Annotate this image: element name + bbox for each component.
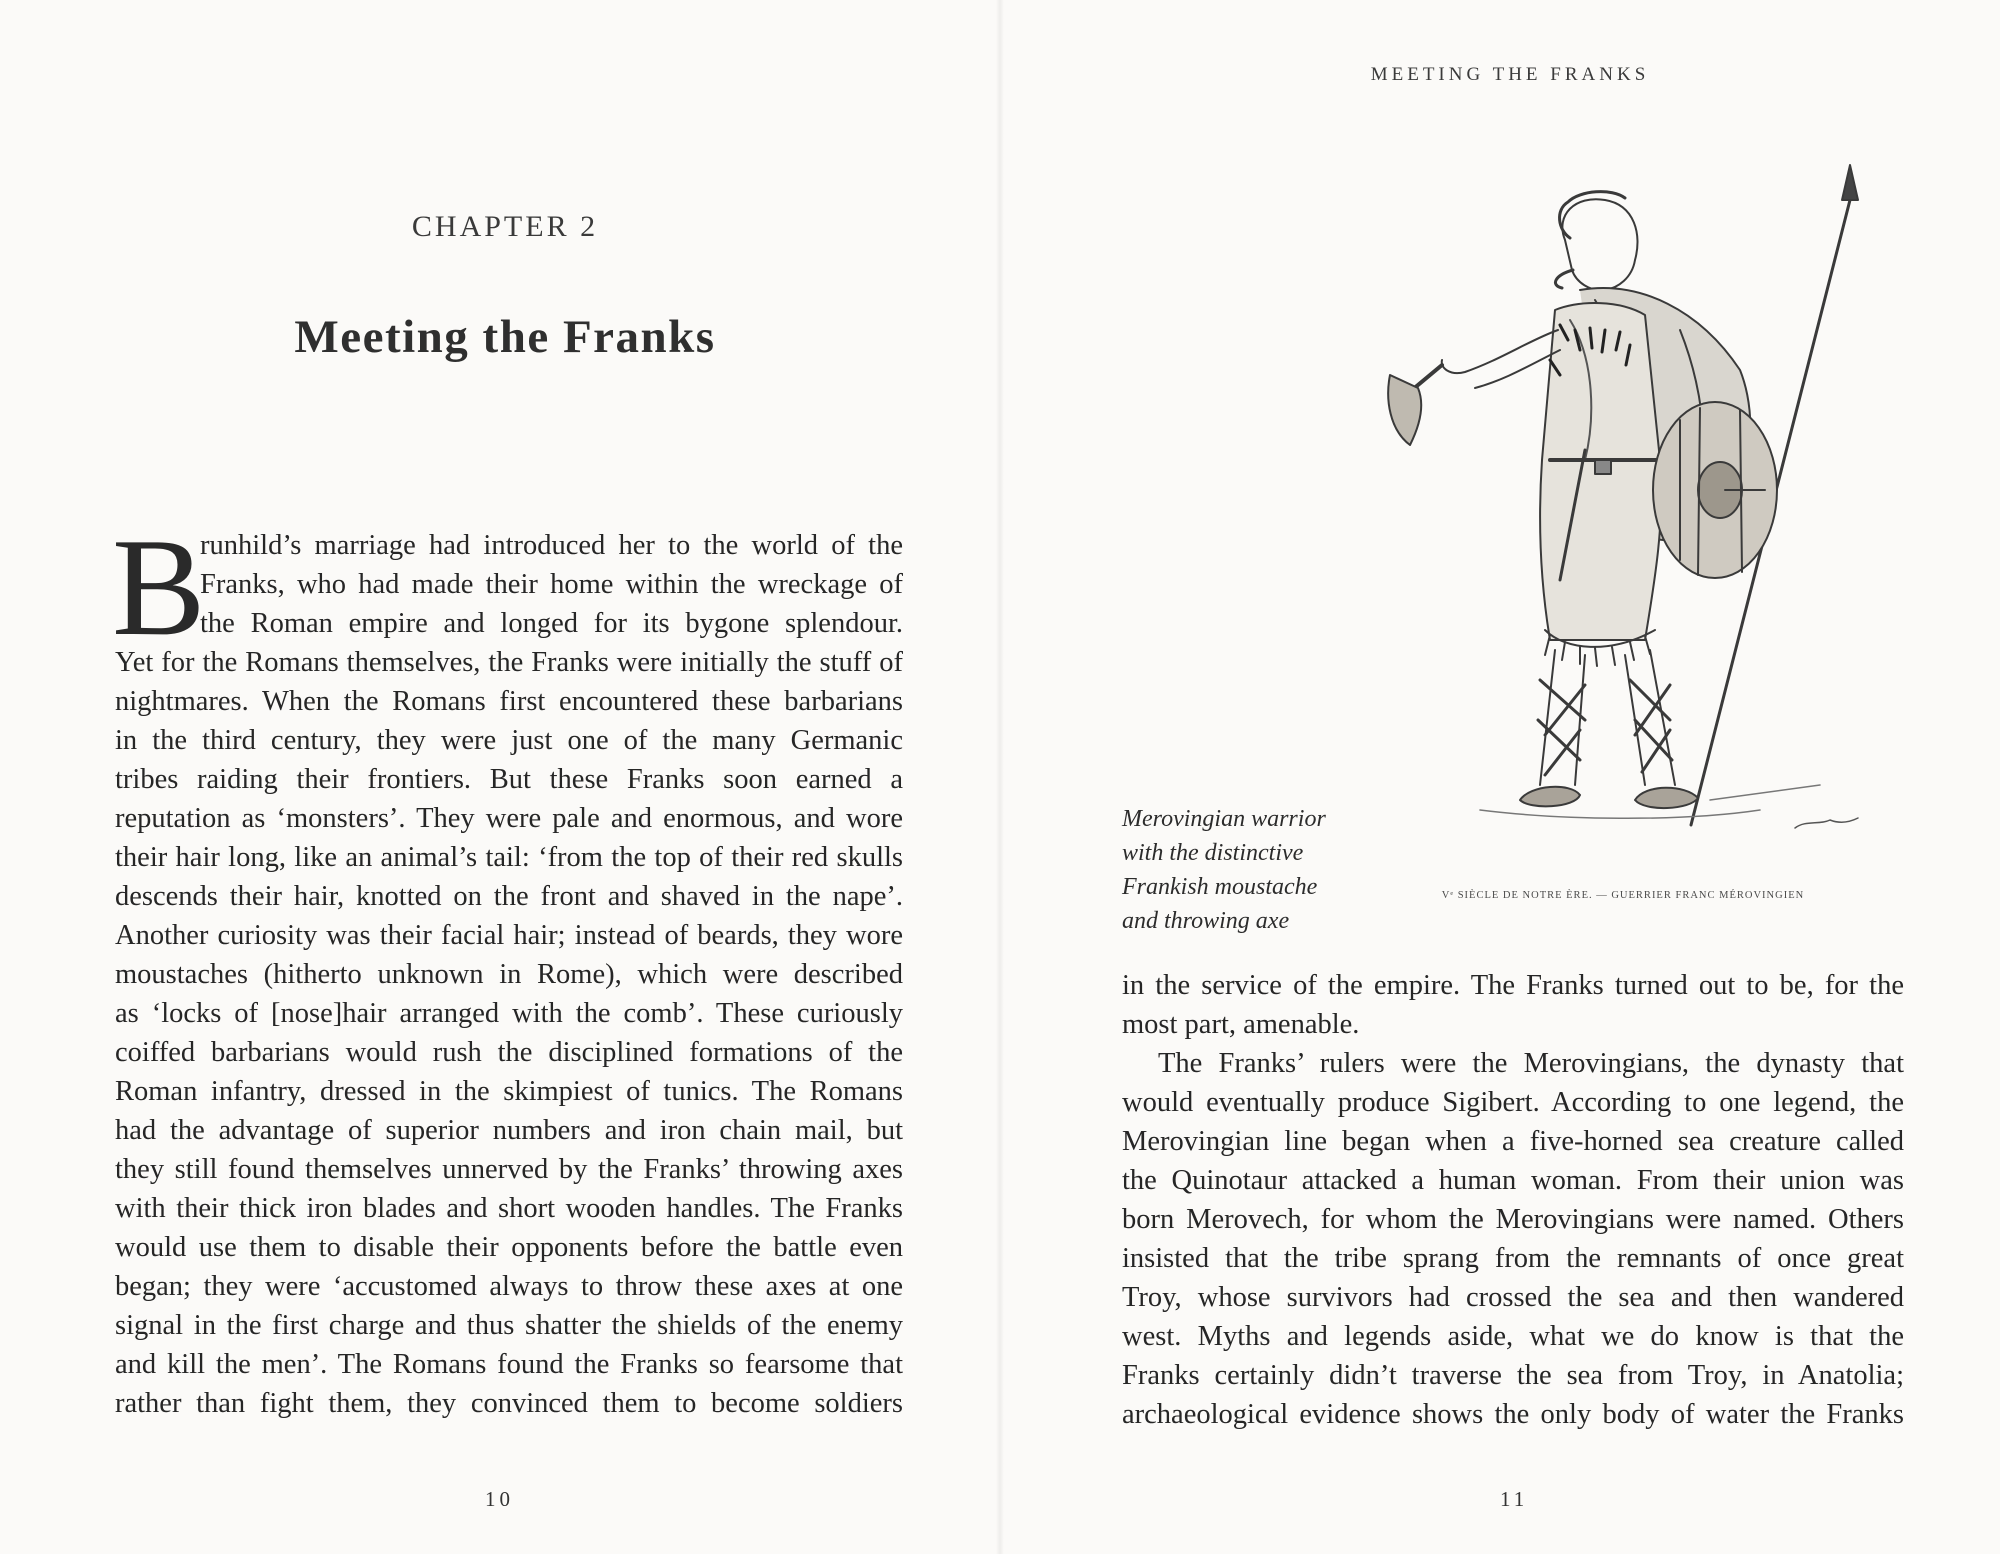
left-body-line: reputation as ‘monsters’. They were pale and enormous, and wore	[115, 803, 903, 834]
drop-cap: B	[112, 510, 206, 665]
figure-caption-line: Frankish moustache	[1122, 874, 1318, 900]
running-head: MEETING THE FRANKS	[1370, 64, 1650, 85]
warrior-drawing	[1380, 160, 1860, 860]
left-body-line: coiffed barbarians would rush the disciplined formations of the	[115, 1037, 903, 1068]
figure-caption	[1122, 802, 1326, 938]
left-body-line: as ‘locks of [nose]hair arranged with the comb’. These curiously	[115, 998, 903, 1029]
left-body-line: would use them to disable their opponents before the battle even	[115, 1232, 903, 1263]
plate-caption: Vᵉ SIÈCLE DE NOTRE ÈRE. — GUERRIER FRANC MÉROVINGIEN	[1441, 890, 1805, 901]
figure-caption-line: Merovingian warrior	[1122, 806, 1326, 832]
right-body-line: would eventually produce Sigibert. According to one legend, the	[1122, 1087, 1904, 1118]
figure-caption-line: and throwing axe	[1122, 908, 1290, 934]
right-body-line: west. Myths and legends aside, what we do know is that the	[1122, 1321, 1904, 1352]
left-body-line: the Roman empire and longed for its bygone splendour.	[200, 608, 903, 639]
left-body-line: they still found themselves unnerved by the Franks’ throwing axes	[115, 1154, 903, 1185]
page-number-left: 10	[485, 1487, 514, 1511]
left-body-line: moustaches (hitherto unknown in Rome), which were described	[115, 959, 903, 990]
chapter-title: Meeting the Franks	[294, 311, 716, 363]
right-body-line: in the service of the empire. The Franks turned out to be, for the	[1122, 970, 1904, 1001]
merovingian-warrior-illustration	[1380, 160, 1860, 860]
left-body-line: their hair long, like an animal’s tail: ‘from the top of their red skulls	[115, 842, 903, 873]
left-body-line: descends their hair, knotted on the front and shaved in the nape’.	[115, 881, 903, 912]
left-body-line: began; they were ‘accustomed always to throw these axes at one	[115, 1271, 903, 1302]
left-body-line: rather than fight them, they convinced them to become soldiers	[115, 1388, 903, 1419]
left-body-line: Another curiosity was their facial hair; instead of beards, they wore	[115, 920, 903, 951]
left-body-line: Franks, who had made their home within the wreckage of	[200, 569, 903, 600]
left-body-line: nightmares. When the Romans first encountered these barbarians	[115, 686, 903, 717]
left-body-line: signal in the first charge and thus shatter the shields of the enemy	[115, 1310, 903, 1341]
right-body-line: most part, amenable.	[1122, 1009, 1360, 1040]
right-body-line: Franks certainly didn’t traverse the sea from Troy, in Anatolia;	[1122, 1360, 1904, 1391]
right-body-line: born Merovech, for whom the Merovingians were named. Others	[1122, 1204, 1904, 1235]
right-body-line: Merovingian line began when a five-horned sea creature called	[1122, 1126, 1904, 1157]
left-body-line: with their thick iron blades and short wooden handles. The Franks	[115, 1193, 903, 1224]
right-body-line: the Quinotaur attacked a human woman. From their union was	[1122, 1165, 1904, 1196]
left-body-line: Yet for the Romans themselves, the Franks were initially the stuff of	[115, 647, 903, 678]
left-body-line: Roman infantry, dressed in the skimpiest of tunics. The Romans	[115, 1076, 903, 1107]
right-body-line: insisted that the tribe sprang from the remnants of once great	[1122, 1243, 1904, 1274]
left-body-line: had the advantage of superior numbers and iron chain mail, but	[115, 1115, 903, 1146]
right-body-line: archaeological evidence shows the only body of water the Franks	[1122, 1399, 1904, 1430]
right-body-line: Troy, whose survivors had crossed the sea and then wandered	[1122, 1282, 1904, 1313]
left-body-line: in the third century, they were just one of the many Germanic	[115, 725, 903, 756]
left-body-line: runhild’s marriage had introduced her to the world of the	[200, 530, 903, 561]
left-body-line: and kill the men’. The Romans found the Franks so fearsome that	[115, 1349, 903, 1380]
page-number-right: 11	[1500, 1487, 1529, 1511]
chapter-label: CHAPTER 2	[411, 210, 599, 243]
right-body-line: The Franks’ rulers were the Merovingians, the dynasty that	[1158, 1048, 1904, 1079]
figure-caption-line: with the distinctive	[1122, 840, 1304, 866]
book-gutter	[996, 0, 1004, 1554]
left-body-line: tribes raiding their frontiers. But these Franks soon earned a	[115, 764, 903, 795]
